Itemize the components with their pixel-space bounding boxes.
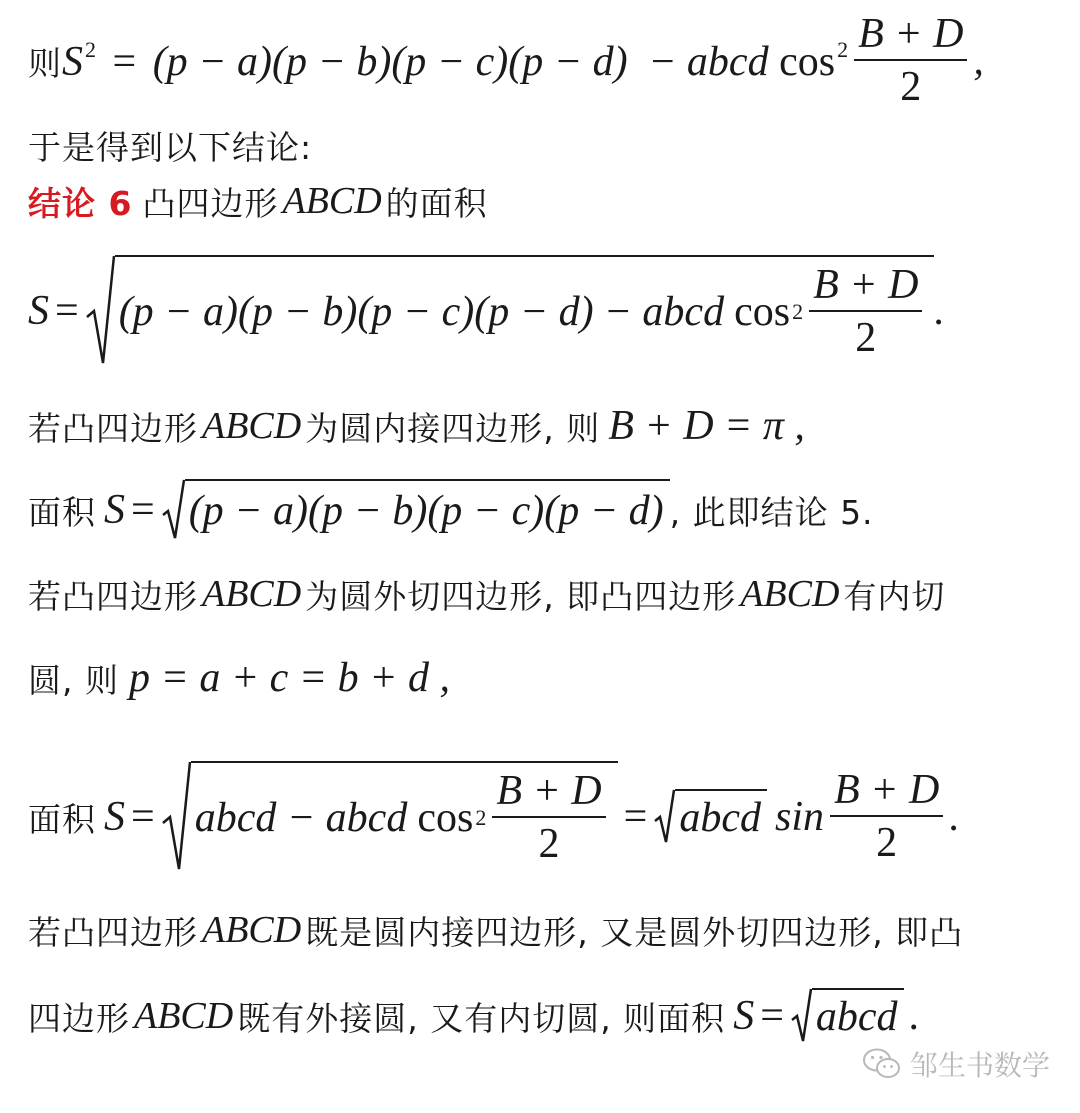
math-abcd: ABCD: [134, 995, 234, 1037]
fraction-numerator: B + D: [858, 11, 964, 57]
radical-sign: [790, 988, 812, 1044]
math-product: (p − a)(p − b)(p − c)(p − d): [152, 38, 628, 85]
square-root: [161, 479, 670, 541]
fraction-denominator: 2: [900, 64, 922, 110]
math-tangent-condition: p = a + c = b + d ,: [128, 655, 450, 701]
text-line-7: [28, 566, 945, 622]
square-root: [161, 761, 618, 873]
radical-sign: [161, 761, 191, 873]
math-minus-abcd: − abcd: [603, 289, 725, 335]
text-line-5: [28, 398, 805, 454]
fraction: [830, 765, 943, 869]
text-area: 面积: [28, 492, 96, 532]
math-s: S: [104, 487, 125, 533]
text-line-8: [28, 650, 450, 706]
math-abcd: ABCD: [740, 573, 840, 615]
wechat-icon: [862, 1047, 902, 1081]
math-s: S: [62, 38, 83, 85]
fraction: [809, 260, 922, 364]
formula-line-9: [28, 760, 960, 874]
radical-sign: [85, 255, 115, 367]
math-abcd: ABCD: [202, 909, 302, 951]
text-if-convex: 若凸四边形: [28, 408, 198, 448]
watermark-text: 邹生书数学: [910, 1049, 1051, 1082]
math-cos: cos: [779, 38, 836, 85]
text-area: 面积: [28, 799, 96, 839]
formula-s-squared: [62, 37, 848, 86]
fraction-denominator: 2: [538, 821, 560, 867]
math-s: S: [28, 288, 49, 334]
text-bicentric: 既是圆内接四边形, 又是圆外切四边形, 即凸: [305, 912, 964, 952]
text-line-11: [28, 984, 920, 1048]
fraction: [854, 9, 967, 113]
text-conclusion-5: , 此即结论 5.: [669, 492, 874, 532]
math-period: .: [949, 794, 960, 840]
math-abcd: ABCD: [202, 405, 302, 447]
math-comma: ,: [973, 38, 984, 84]
math-minus-abcd: − abcd: [648, 38, 769, 85]
text-area: 的面积: [385, 183, 488, 223]
math-period: .: [909, 993, 921, 1039]
text-if-convex: 若凸四边形: [28, 912, 198, 952]
math-equals: =: [112, 38, 137, 85]
text-bicentric-area: 既有外接圆, 又有内切圆, 则面积: [237, 998, 726, 1038]
math-cos: cos: [417, 795, 474, 841]
math-abcd: abcd: [815, 994, 898, 1040]
math-s: S: [733, 993, 755, 1039]
text-ze: 则: [28, 43, 62, 83]
text-circle-then: 圆, 则: [28, 660, 119, 700]
text-conclusion-intro: 于是得到以下结论:: [28, 127, 313, 167]
math-exponent: 2: [85, 36, 96, 62]
math-exponent: 2: [792, 299, 804, 324]
fraction: [492, 766, 605, 870]
math-abcd: abcd: [679, 795, 761, 841]
math-cos: cos: [734, 289, 791, 335]
formula-line-6: [28, 478, 874, 542]
math-period: .: [934, 288, 945, 334]
text-if-convex: 若凸四边形: [28, 576, 198, 616]
radical-sign: [653, 789, 675, 845]
watermark: [862, 1044, 1050, 1084]
text-line-2: [28, 122, 312, 168]
math-abcd: ABCD: [202, 573, 302, 615]
fraction-numerator: B + D: [834, 767, 940, 813]
fraction-numerator: B + D: [813, 262, 919, 308]
math-abcd-minus-abcd: abcd − abcd: [194, 795, 408, 841]
math-equals: =: [55, 288, 79, 334]
square-root-abcd: [653, 789, 767, 845]
radical-sign: [161, 479, 185, 541]
square-root-abcd: [790, 988, 904, 1044]
math-exponent: 2: [837, 36, 849, 62]
math-product: (p − a)(p − b)(p − c)(p − d): [188, 488, 664, 534]
math-b-plus-d-pi: B + D = π ,: [608, 403, 805, 449]
formula-line-1: [28, 11, 984, 110]
fraction-denominator: 2: [876, 820, 898, 866]
text-cyclic: 为圆内接四边形, 则: [305, 408, 601, 448]
math-equals: =: [131, 794, 155, 840]
text-tangential: 为圆外切四边形, 即凸四边形: [305, 576, 737, 616]
math-exponent: 2: [475, 805, 487, 830]
math-equals: =: [760, 993, 784, 1039]
text-line-10: [28, 902, 963, 958]
math-equals: =: [623, 794, 648, 840]
fraction-numerator: B + D: [496, 768, 602, 814]
math-s: S: [104, 794, 125, 840]
text-incircle: 有内切: [843, 576, 946, 616]
fraction-denominator: 2: [855, 315, 877, 361]
text-convex-quad: 凸四边形: [142, 183, 279, 223]
math-sin: sin: [774, 794, 824, 840]
math-equals: =: [131, 487, 155, 533]
math-abcd: ABCD: [282, 180, 382, 222]
conclusion-heading: [28, 176, 488, 226]
formula-line-4: [28, 254, 945, 368]
text-quadrilateral: 四边形: [28, 998, 130, 1038]
conclusion-label: 结论 6: [28, 183, 133, 223]
square-root: [85, 255, 935, 367]
math-product: (p − a)(p − b)(p − c)(p − d): [118, 289, 594, 335]
